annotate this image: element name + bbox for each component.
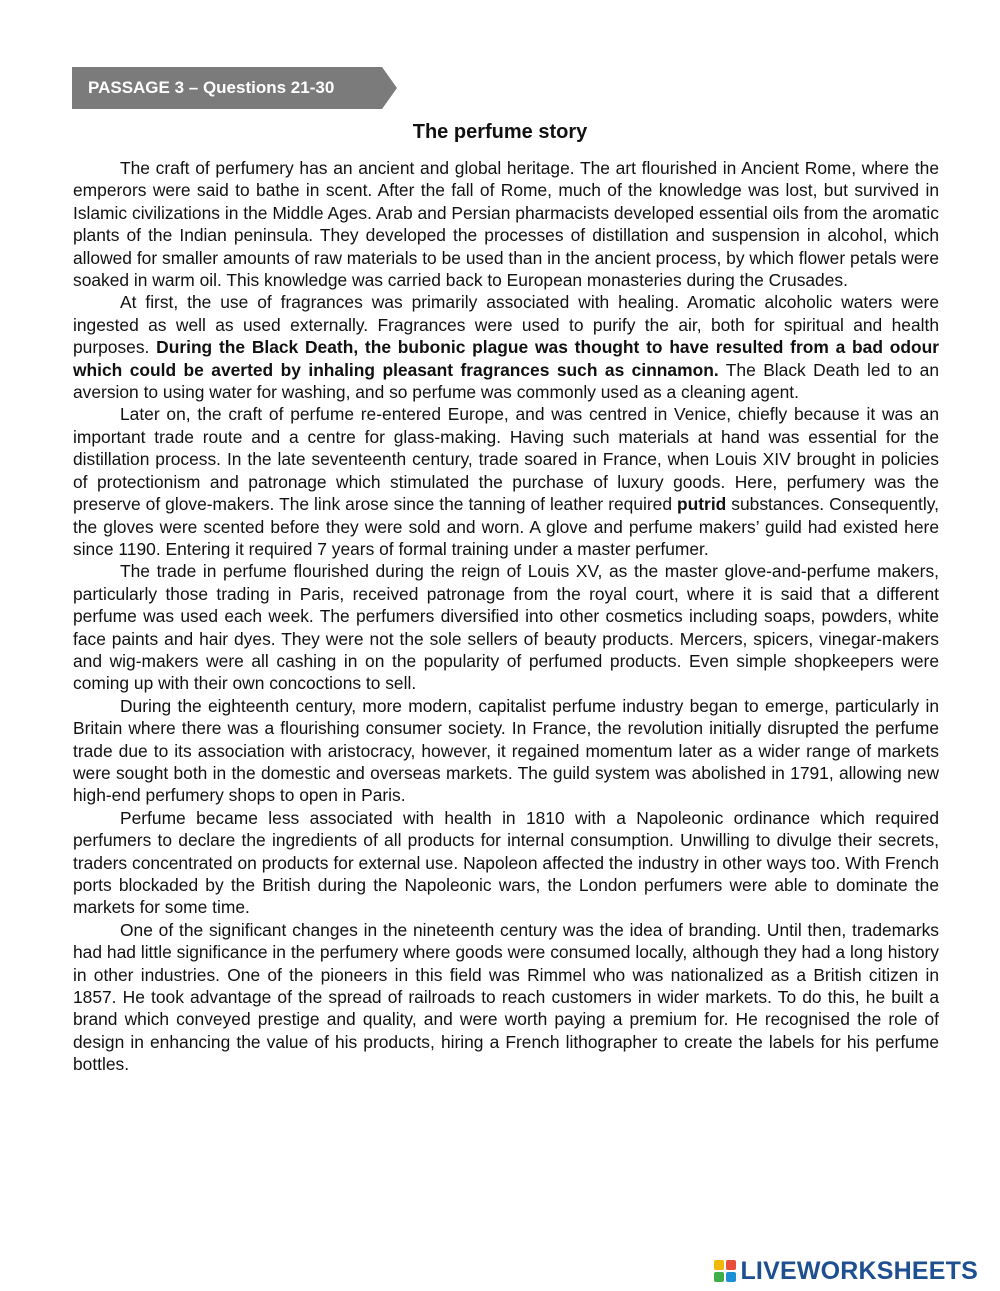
logo-mark-square [714,1272,724,1282]
passage-paragraph [73,919,939,1076]
liveworksheets-logo-text: LIVEWORKSHEETS [740,1256,978,1285]
paragraph-text: Perfume became less associated with health in 1810 with a Napoleonic ordinance which required perfumers to declare the ingredients of all products for internal consumption. Unwilling to divulge their secrets, traders concentrated on products for external use. Napoleon affected the industry in other ways too. With French ports blockaded by the British during the Napoleonic wars, the London perfumers were able to dominate the markets for some time. [73,807,939,918]
logo-mark-square [714,1260,724,1270]
logo-mark-square [726,1272,736,1282]
paragraph-text: substances. Consequently, the gloves were scented before they were sold and worn. A glove and perfume makers’ guild had existed here since 1190. Entering it required 7 years of formal training under a master perfumer. [73,494,939,559]
paragraph-text: During the eighteenth century, more modern, capitalist perfume industry began to emerge, particularly in Britain where there was a flourishing consumer society. In France, the revolution initially disrupted the perfume trade due to its association with aristocracy, however, it regained momentum later as a wider range of markets were sought both in the domestic and overseas markets. The guild system was abolished in 1791, allowing new high-end perfumery shops to open in Paris. [73,695,939,806]
paragraph-text: The Black Death led to an aversion to using water for washing, and so perfume was commonly used as a cleaning agent. [73,359,939,403]
passage-paragraph [73,291,939,403]
passage-banner-label: PASSAGE 3 – Questions 21-30 [88,78,335,97]
passage-paragraph [73,695,939,807]
paragraph-text: The trade in perfume flourished during the reign of Louis XV, as the master glove-and-perfume makers, particularly those trading in Paris, received patronage from the royal court, where it is said that a different perfume was used each week. The perfumers diversified into other cosmetics including soaps, powders, white face paints and hair dyes. They were not the sole sellers of beauty products. Mercers, spicers, vinegar-makers and wig-makers were all cashing in on the popularity of perfumed products. Even simple shopkeepers were coming up with their own concoctions to sell. [73,561,939,694]
passage-banner [72,67,397,109]
liveworksheets-logo-icon [714,1260,736,1282]
passage-paragraph [73,807,939,919]
passage-paragraph [73,560,939,694]
paragraph-text: Later on, the craft of perfume re-entered Europe, and was centred in Venice, chiefly because it was an important trade route and a centre for glass-making. Having such materials at hand was essential for the distillation process. In the late seventeenth century, trade soared in France, when Louis XIV brought in policies of protectionism and patronage which stimulated the purchase of luxury goods. Here, perfumery was the preserve of glove-makers. The link arose since the tanning of leather required [73,404,939,515]
passage-title: The perfume story [412,121,588,143]
paragraph-text: At first, the use of fragrances was primarily associated with healing. Aromatic alcoholic waters were ingested as well as used externally. Fragrances were used to purify the air, both for spiritual and health purposes. [73,292,939,358]
passage-paragraph [73,157,939,291]
bold-text: putrid [677,494,727,515]
passage-paragraph [73,403,939,560]
paragraph-text: One of the significant changes in the nineteenth century was the idea of branding. Until then, trademarks had had little significance in the perfumery where goods were consumed locally, although they had a long history in other industries. One of the pioneers in this field was Rimmel who was nationalized as a British citizen in 1857. He took advantage of the spread of railroads to reach customers in wider markets. To do this, he built a brand which conveyed prestige and quality, and were worth paying a premium for. He recognised the role of design in enhancing the value of his products, hiring a French lithographer to create the labels for his perfume bottles. [73,919,939,1075]
passage-body [73,157,939,1076]
bold-text: During the Black Death, the bubonic plague was thought to have resulted from a bad odour which could be averted by inhaling pleasant fragrances such as cinnamon. [73,337,939,380]
logo-mark-square [726,1260,736,1270]
paragraph-text: The craft of perfumery has an ancient and global heritage. The art flourished in Ancient Rome, where the emperors were said to bathe in scent. After the fall of Rome, much of the knowledge was lost, but survived in Islamic civilizations in the Middle Ages. Arab and Persian pharmacists developed essential oils from the aromatic plants of the Indian peninsula. They developed the processes of distillation and suspension in alcohol, which allowed for smaller amounts of raw materials to be used than in the ancient process, by which flower petals were soaked in warm oil. This knowledge was carried back to European monasteries during the Crusades. [73,158,939,291]
liveworksheets-logo [714,1257,978,1285]
